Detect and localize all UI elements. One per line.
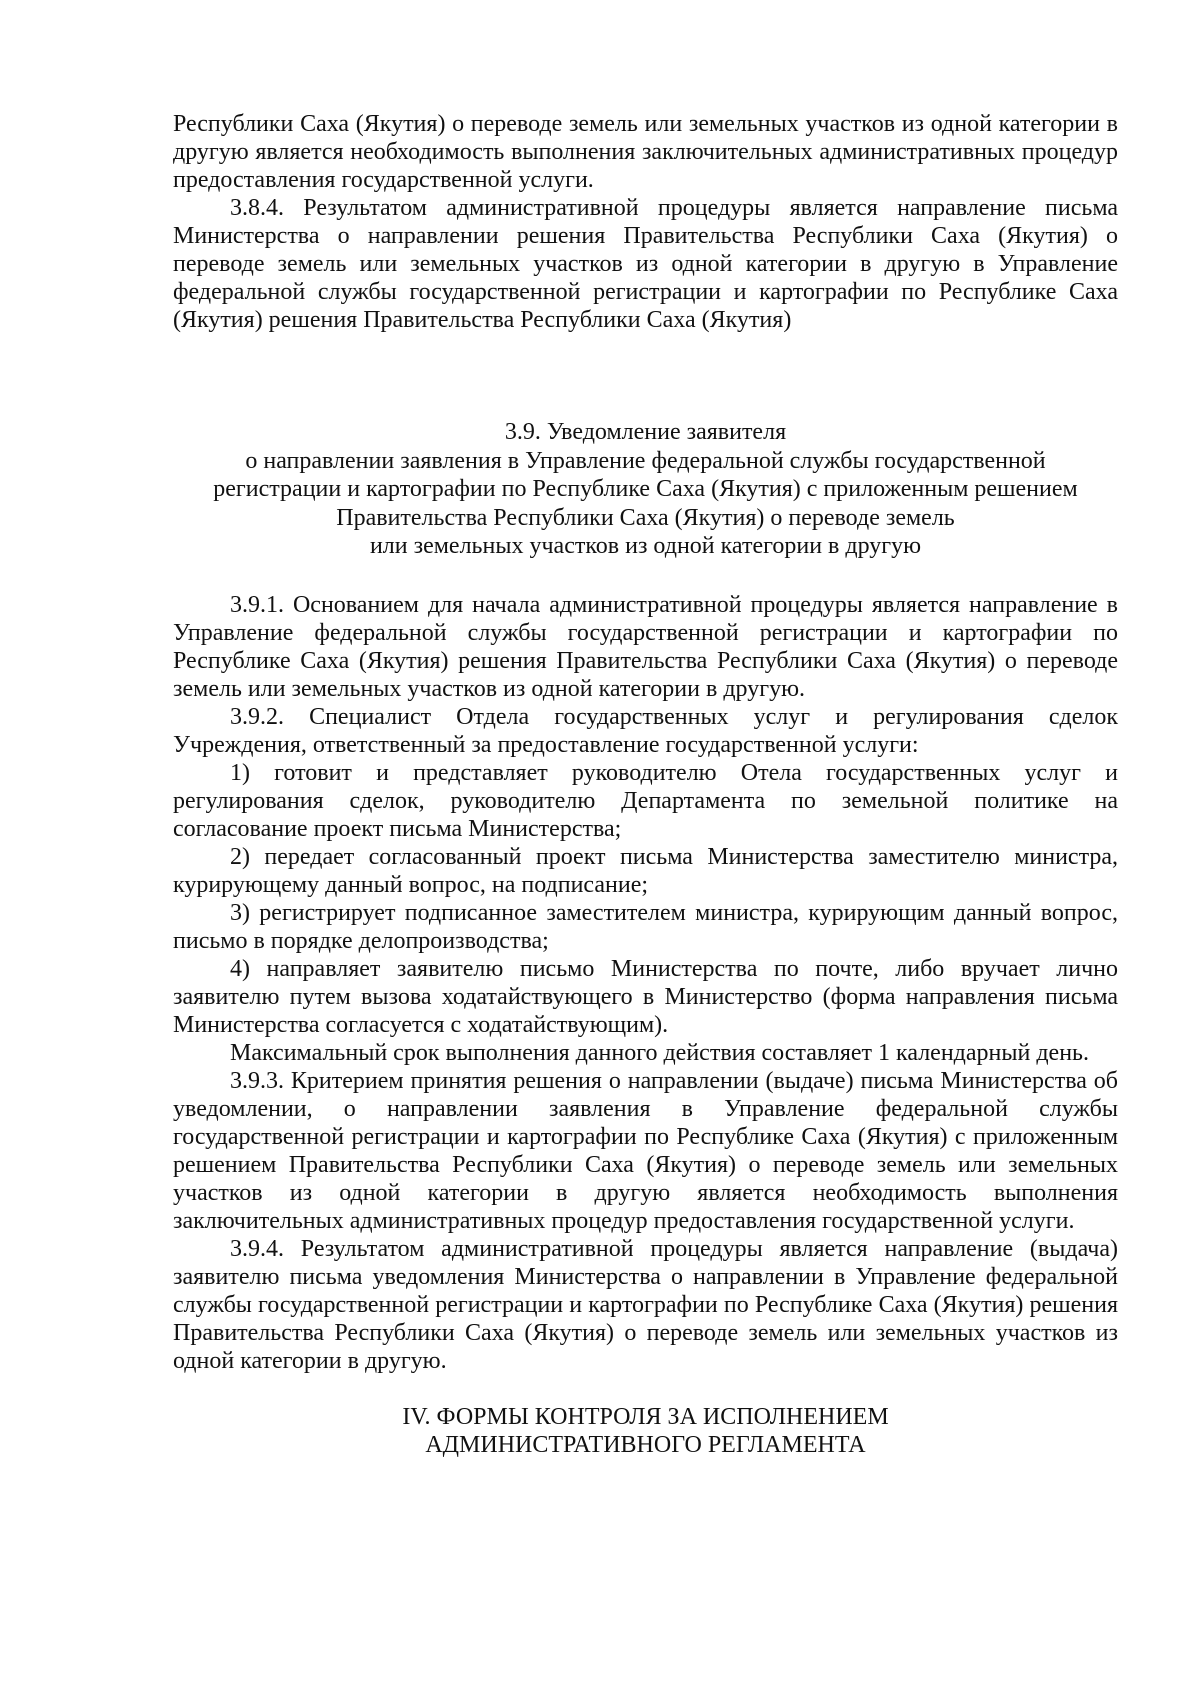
section-heading-iv: [173, 1403, 1118, 1460]
paragraph-continuation: Республики Саха (Якутия) о переводе земель или земельных участков из одной категории в другую является необходимость выполнения заключительных административных процедур предоставления государственной услуги.: [173, 111, 1118, 193]
paragraph-3-9-1: 3.9.1. Основанием для начала административной процедуры является направление в Управление федеральной службы государственной регистрации и картографии по Республике Саха (Якутия) решения Правительства Республики Саха (Якутия) о переводе земель или земельных участков из одной категории в другую.: [173, 591, 1118, 702]
spacer: [173, 561, 1118, 591]
paragraph-3-8-4: 3.8.4. Результатом административной процедуры является направление письма Министерства о направлении решения Правительства Республики Саха (Якутия) о переводе земель или земельных участков из одной категории в другую в Управление федеральной службы государственной регистрации и картографии по Республике Саха (Якутия) решения Правительства Республики Саха (Якутия): [173, 195, 1118, 333]
heading-line: 3.9. Уведомление заявителя: [504, 419, 787, 445]
paragraph-3-9-2: 3.9.2. Специалист Отдела государственных услуг и регулирования сделок Учреждения, ответственный за предоставление государственной услуги:: [173, 703, 1118, 758]
heading-line: АДМИНИСТРАТИВНОГО РЕГЛАМЕНТА: [425, 1432, 866, 1458]
list-item-1: 1) готовит и представляет руководителю Отела государственных услуг и регулирования сделок, руководителю Департамента по земельной политике на согласование проект письма Министерства;: [173, 759, 1118, 842]
heading-line: регистрации и картографии по Республике Саха (Якутия) с приложенным решением: [213, 476, 1078, 502]
paragraph-max-term: Максимальный срок выполнения данного действия составляет 1 календарный день.: [230, 1039, 1089, 1066]
list-item-2: 2) передает согласованный проект письма Министерства заместителю министра, курирующему данный вопрос, на подписание;: [173, 843, 1118, 898]
spacer: [173, 334, 1118, 418]
heading-line: о направлении заявления в Управление федеральной службы государственной: [245, 447, 1046, 474]
section-heading-3-9: [173, 418, 1118, 561]
heading-line: IV. ФОРМЫ КОНТРОЛЯ ЗА ИСПОЛНЕНИЕМ: [402, 1403, 889, 1430]
list-item-4: 4) направляет заявителю письмо Министерства по почте, либо вручает лично заявителю путем вызова ходатайствующего в Министерство (форма направления письма Министерства согласуется с ходатайствующим).: [173, 955, 1118, 1038]
heading-line: или земельных участков из одной категории в другую: [369, 533, 922, 559]
paragraph-3-9-3: 3.9.3. Критерием принятия решения о направлении (выдаче) письма Министерства об уведомлении, о направлении заявления в Управление федеральной службы государственной регистрации и картографии по Республике Саха (Якутия) с приложенным решением Правительства Республики Саха (Якутия) о переводе земель или земельных участков из одной категории в другую является необходимость выполнения заключительных административных процедур предоставления государственной услуги.: [173, 1067, 1118, 1234]
heading-line: Правительства Республики Саха (Якутия) о переводе земель: [336, 504, 955, 531]
paragraph-3-9-4: 3.9.4. Результатом административной процедуры является направление (выдача) заявителю письма уведомления Министерства о направлении в Управление федеральной службы государственной регистрации и картографии по Республике Саха (Якутия) решения Правительства Республики Саха (Якутия) о переводе земель или земельных участков из одной категории в другую.: [173, 1235, 1118, 1374]
document-page: [173, 110, 1118, 1460]
spacer: [173, 1375, 1118, 1403]
list-item-3: 3) регистрирует подписанное заместителем министра, курирующим данный вопрос, письмо в порядке делопроизводства;: [173, 899, 1118, 954]
